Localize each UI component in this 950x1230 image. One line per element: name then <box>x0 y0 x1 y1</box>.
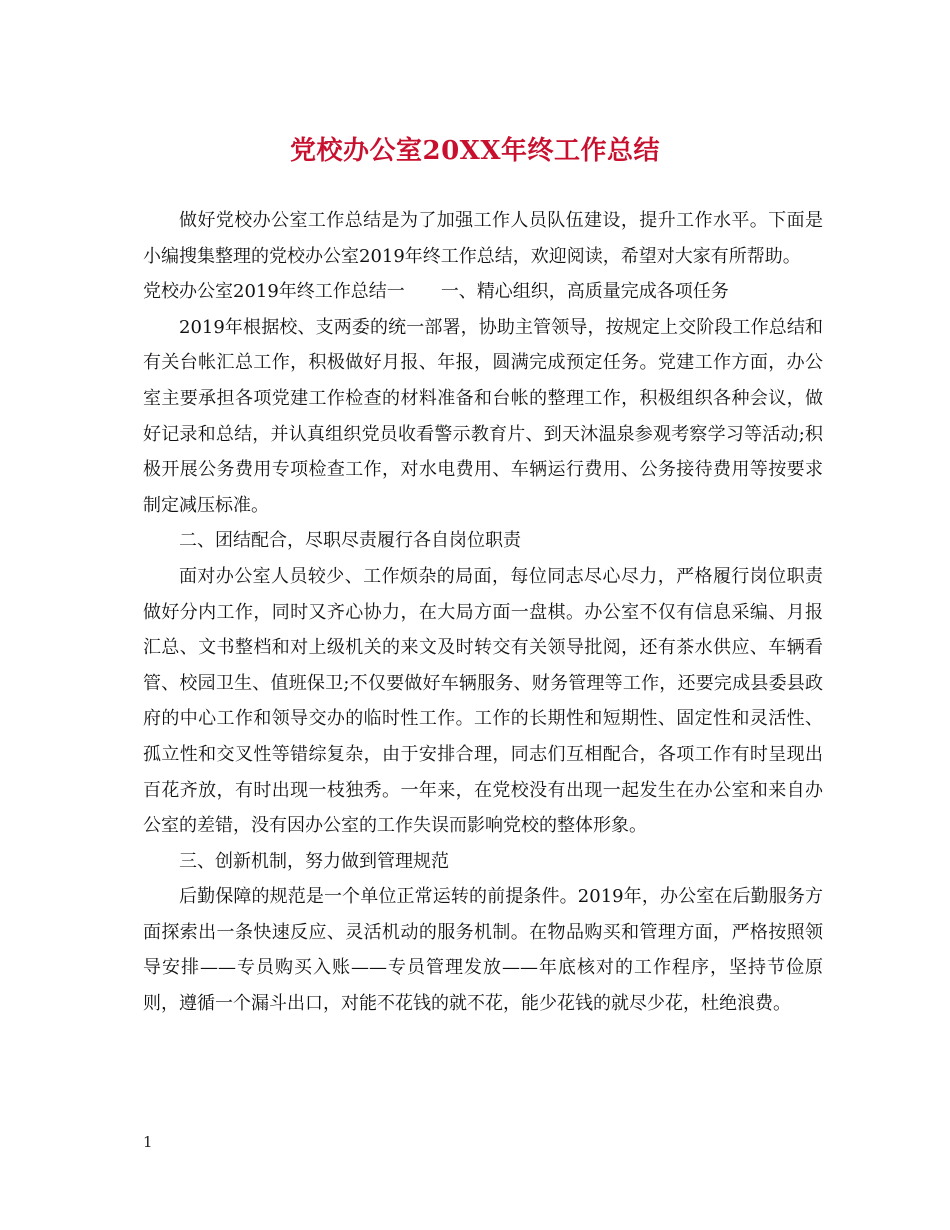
section-line <box>143 274 823 310</box>
section-heading-2: 二、团结配合，尽职尽责履行各自岗位职责 <box>179 530 521 552</box>
section-heading-3: 三、创新机制，努力做到管理规范 <box>179 850 449 872</box>
document-body <box>143 203 823 1022</box>
body-paragraph-1: 2019年根据校、支两委的统一部署，协助主管领导，按规定上交阶段工作总结和有关台帐汇总工作，积极做好月报、年报，圆满完成预定任务。党建工作方面，办公室主要承担各项党建工作检查的材料准备和台帐的整理工作，积极组织各种会议，做好记录和总结，并认真组织党员收看警示教育片、到天沐温泉参观考察学习等活动;积极开展公务费用专项检查工作，对水电费用、车辆运行费用、公务接待费用等按要求制定减压标准。 <box>143 316 823 516</box>
document-title: 党校办公室20XX年终工作总结 <box>289 136 661 166</box>
section-heading-1: 一、精心组织，高质量完成各项任务 <box>440 281 729 303</box>
body-paragraph-2: 面对办公室人员较少、工作烦杂的局面，每位同志尽心尽力，严格履行岗位职责做好分内工作，同时又齐心协力，在大局方面一盘棋。办公室不仅有信息采编、月报汇总、文书整档和对上级机关的来文及时转交有关领导批阅，还有茶水供应、车辆看管、校园卫生、值班保卫;不仅要做好车辆服务、财务管理等工作，还要完成县委县政府的中心工作和领导交办的临时性工作。工作的长期性和短期性、固定性和灵活性、孤立性和交叉性等错综复杂，由于安排合理，同志们互相配合，各项工作有时呈现出百花齐放，有时出现一枝独秀。一年来，在党校没有出现一起发生在办公室和来自办公室的差错，没有因办公室的工作失误而影响党校的整体形象。 <box>143 565 823 837</box>
page-number: 1 <box>143 1133 153 1151</box>
section-lead-text: 党校办公室2019年终工作总结一 <box>143 281 405 303</box>
intro-paragraph: 做好党校办公室工作总结是为了加强工作人员队伍建设，提升工作水平。下面是小编搜集整理的党校办公室2019年终工作总结，欢迎阅读，希望对大家有所帮助。 <box>143 210 823 267</box>
body-paragraph-3: 后勤保障的规范是一个单位正常运转的前提条件。2019年，办公室在后勤服务方面探索出一条快速反应、灵活机动的服务机制。在物品购买和管理方面，严格按照领导安排——专员购买入账——专员管理发放——年底核对的工作程序，坚持节俭原则，遵循一个漏斗出口，对能不花钱的就不花，能少花钱的就尽少花，杜绝浪费。 <box>143 886 823 1015</box>
